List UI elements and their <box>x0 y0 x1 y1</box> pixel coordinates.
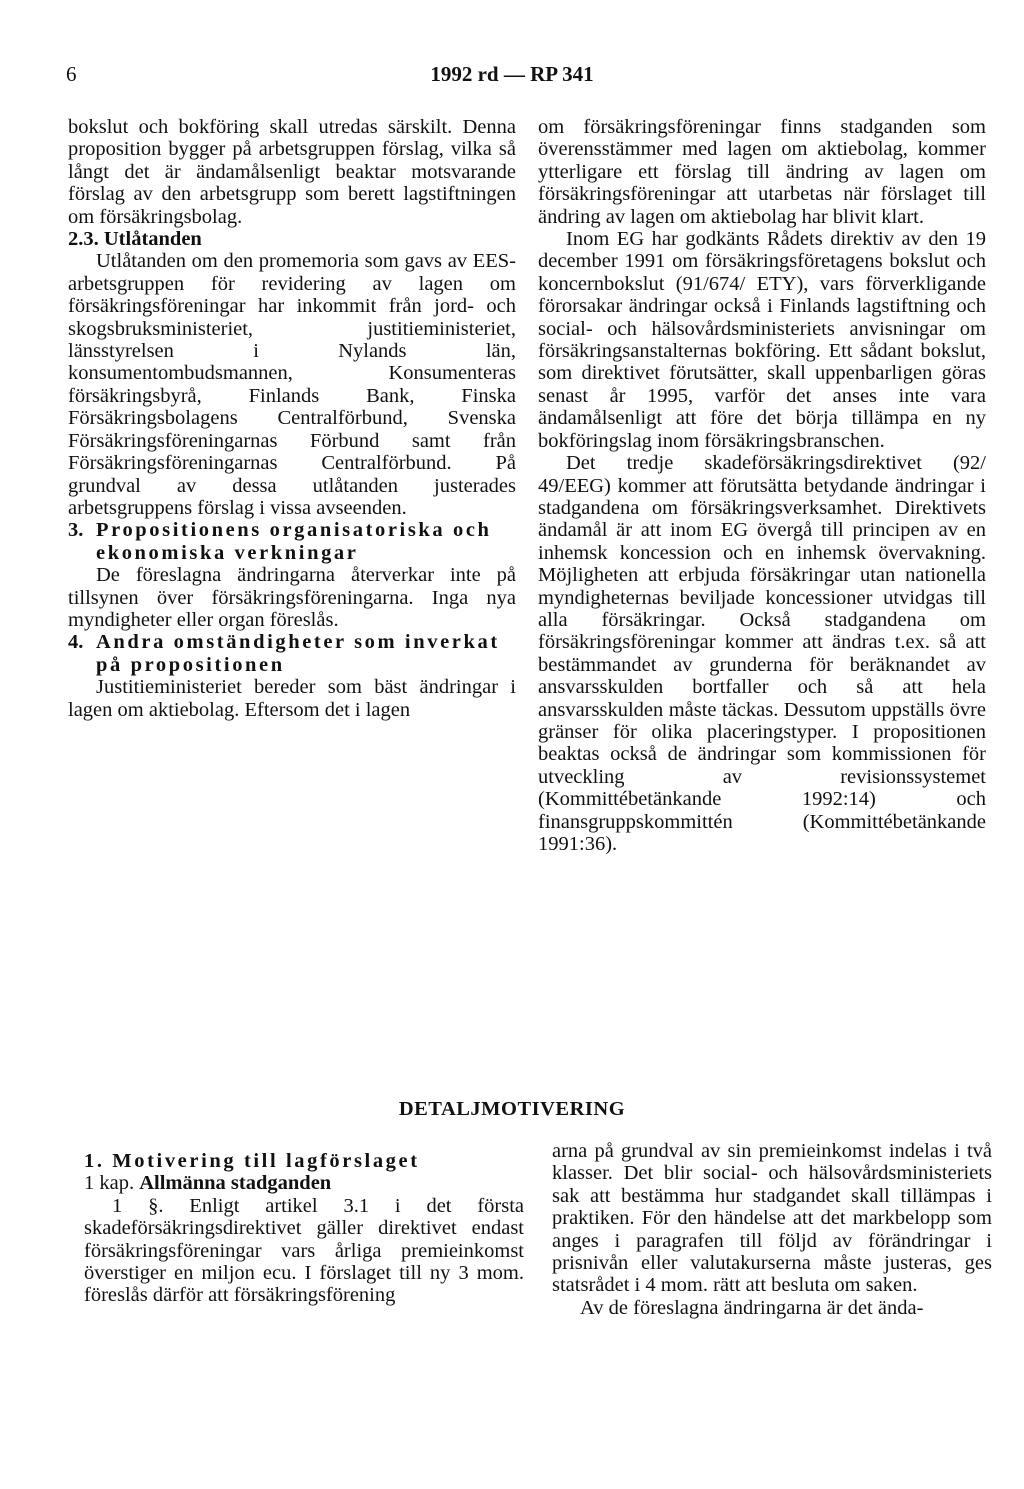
paragraph: Av de föreslagna ändringarna är det ända- <box>580 1296 924 1319</box>
paragraph-continued: arna på grundval av sin premieinkomst indelas i två klasser. Det blir social- och hälsovårdsministeriets sak att bestämma hur stadgandet skall tillämpas i praktiken. För den händelse att det markbelopp som anges i paragrafen till följd av förändringar i prisnivån eller valutakurserna måste justeras, ges statsrådet i 4 mom. rätt att besluta om saken. <box>552 1140 992 1297</box>
chapter-title: Allmänna stadganden <box>139 1172 332 1195</box>
paragraph: Det tredje skadeförsäkringsdirektivet (92/ 49/EEG) kommer att förutsätta betydande ändringar i stadgandena om försäkringsverksamhet. Direktivets ändamål är att inom EG övergå till principen av en inhemsk koncession och en inhemsk övervakning. Möjligheten att erbjuda försäkringar utan nationella myndigheternas beviljade koncessioner utvidgas till alla försäkringar. Också stadgandena om försäkringsföreningar kommer att ändras t.ex. så att bestämmandet av grunderna för beräknandet av ansvarsskulden bortfaller och så att hela ansvarsskulden måste täckas. Dessutom uppställs övre gränser för olika placeringstyper. I propositionen beaktas också de ändringar som kommissionen för utveckling av revisionssystemet (Kommittébetänkande 1992:14) och finansgruppskommittén (Kommittébetänkande 1991:36). <box>538 452 986 855</box>
section-title: Andra omständigheter som inverkat på propositionen <box>96 631 500 676</box>
section-heading-4 <box>68 631 516 676</box>
chapter-heading <box>84 1172 524 1194</box>
paragraph: Justitieministeriet bereder som bäst ändringar i lagen om aktiebolag. Eftersom det i lagen <box>68 676 516 721</box>
chapter-number: 1 kap. <box>84 1172 135 1195</box>
right-column <box>538 116 986 855</box>
section-heading-3 <box>68 519 516 564</box>
section-heading-2-3: 2.3. Utlåtanden <box>68 228 202 251</box>
detail-right-column <box>552 1140 992 1319</box>
section-number: 4. <box>68 631 84 654</box>
section-title: Propositionens organisatoriska och ekonomiska verkningar <box>96 519 492 564</box>
page-number: 6 <box>66 62 77 86</box>
left-column <box>68 116 516 721</box>
detail-left-column <box>84 1150 524 1307</box>
paragraph: 1 §. Enligt artikel 3.1 i det första skadeförsäkringsdirektivet gäller direktivet endast försäkringsföreningar vars årliga premieinkomst överstiger en miljon ecu. I förslaget till ny 3 mom. föreslås därför att försäkringsförening <box>84 1194 524 1307</box>
running-header: 1992 rd — RP 341 <box>430 62 594 86</box>
motivation-heading: 1. Motivering till lagförslaget <box>84 1150 420 1172</box>
paragraph: om försäkringsföreningar finns stadganden som överensstämmer med lagen om aktiebolag, kommer ytterligare ett förslag till ändring av lagen om försäkringsföreningar att utarbetas när förslaget till ändring av lagen om aktiebolag har blivit klart. <box>538 116 986 228</box>
section-number: 3. <box>68 519 84 542</box>
paragraph: Inom EG har godkänts Rådets direktiv av den 19 december 1991 om försäkringsföretagens bokslut och koncernbokslut (91/674/ ETY), vars förverkligande förorsakar ändringar också i Finlands lagstiftning och social- och hälsovårdsministeriets anvisningar om försäkringsanstalternas bokföring. Ett sådant bokslut, som direktivet förutsätter, skall uppenbarligen göras senast år 1995, varför det anses inte vara ändamålsenligt att före det börja tillämpa en ny bokföringslag inom försäkringsbranschen. <box>538 228 986 452</box>
detail-section-title: DETALJMOTIVERING <box>398 1098 626 1120</box>
paragraph: De föreslagna ändringarna återverkar inte på tillsynen över försäkringsföreningarna. Inga nya myndigheter eller organ föreslås. <box>68 564 516 631</box>
paragraph: bokslut och bokföring skall utredas särskilt. Denna proposition bygger på arbetsgruppen förslag, vilka så långt det är ändamålsenligt beaktar motsvarande förslag av den arbetsgrupp som berett lagstiftningen om försäkringsbolag. <box>68 116 516 228</box>
paragraph: Utlåtanden om den promemoria som gavs av EES-arbetsgruppen för revidering av lagen om försäkringsföreningar har inkommit från jord- och skogsbruksministeriet, justitieministeriet, länsstyrelsen i Nylands län, konsumentombudsmannen, Konsumenteras försäkringsbyrå, Finlands Bank, Finska Försäkringsbolagens Centralförbund, Svenska Försäkringsföreningarnas Förbund samt från Försäkringsföreningarnas Centralförbund. På grundval av dessa utlåtanden justerades arbetsgruppens förslag i vissa avseenden. <box>68 250 516 519</box>
